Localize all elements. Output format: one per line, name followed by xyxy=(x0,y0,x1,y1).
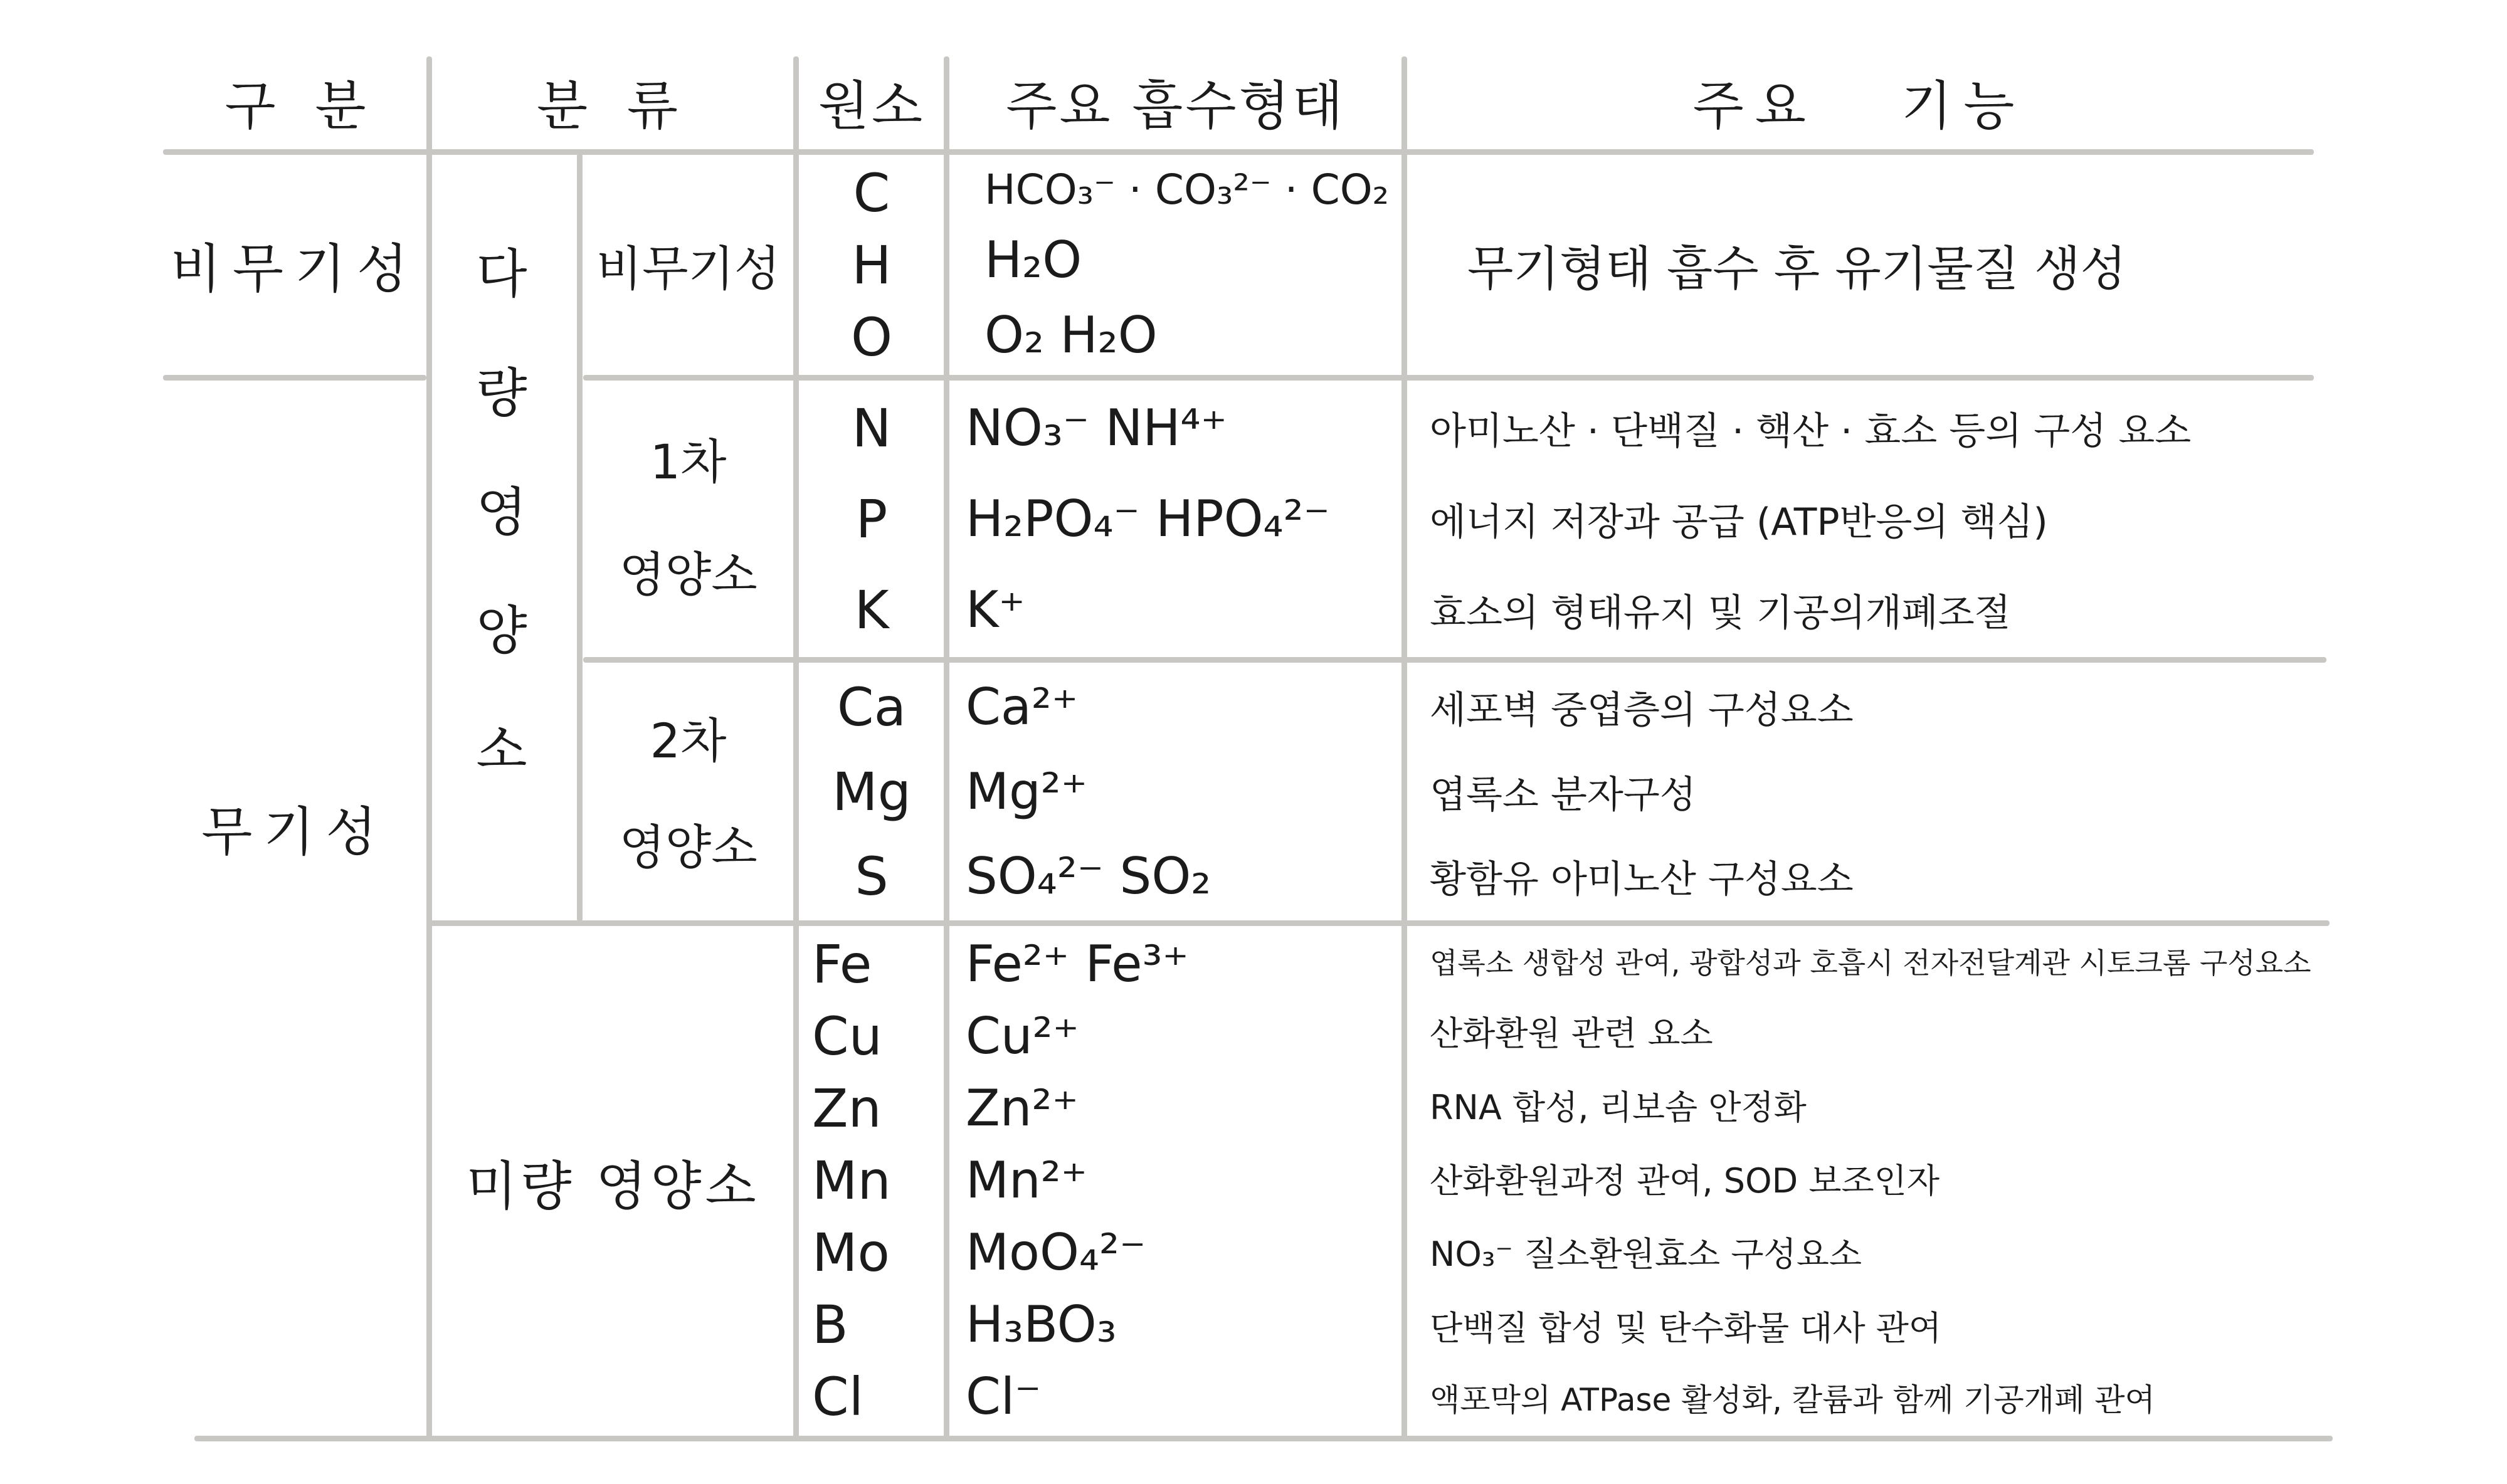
nonmineral-bottom-line-right xyxy=(583,375,2314,381)
non-mineral-elements xyxy=(800,157,944,373)
primary-bottom-line xyxy=(583,657,2326,663)
form-cell: Mn²⁺ xyxy=(966,1151,1088,1209)
group-secondary-line-2: 영양소 xyxy=(619,819,757,875)
group-primary-line-1: 1차 xyxy=(650,433,727,490)
col-line-1 xyxy=(426,56,432,1439)
micro-elements xyxy=(800,928,944,1433)
col-line-3 xyxy=(793,56,799,1439)
form-cell: H₂O xyxy=(984,230,1082,289)
form-cell: HCO₃⁻ · CO₃²⁻ · CO₂ xyxy=(984,165,1390,214)
macronutrient-char: 양 xyxy=(476,600,527,662)
form-cell: Zn²⁺ xyxy=(966,1079,1079,1137)
table-bottom-line xyxy=(194,1436,2333,1441)
form-cell: SO₄²⁻ SO₂ xyxy=(966,847,1211,905)
form-cell: K⁺ xyxy=(966,581,1025,639)
micro-functions xyxy=(1430,928,2320,1433)
secondary-elements xyxy=(800,665,944,918)
header-bottom-line xyxy=(163,149,2314,155)
function-cell: NO₃⁻ 질소환원효소 구성요소 xyxy=(1430,1234,1862,1275)
element-cell: C xyxy=(853,162,890,224)
function-cell: 에너지 저장과 공급 (ATP반응의 핵심) xyxy=(1430,500,2048,544)
function-cell: 산화환원과정 관여, SOD 보조인자 xyxy=(1430,1160,1940,1201)
macronutrient-char: 소 xyxy=(476,719,527,781)
element-cell: H xyxy=(852,234,892,296)
group-micronutrient: 미량 영양소 xyxy=(466,1155,760,1217)
element-cell: Mo xyxy=(812,1221,890,1283)
element-cell: Cl xyxy=(812,1366,863,1428)
form-cell: H₂PO₄⁻ HPO₄²⁻ xyxy=(966,490,1330,548)
primary-functions xyxy=(1430,382,2320,655)
col-line-4 xyxy=(944,56,949,1439)
function-cell: 단백질 합성 및 탄수화물 대사 관여 xyxy=(1430,1308,1942,1348)
group-secondary xyxy=(583,683,793,897)
element-cell: Cu xyxy=(812,1005,882,1067)
secondary-functions xyxy=(1430,665,2320,918)
element-cell: K xyxy=(854,579,889,641)
header-category: 구 분 xyxy=(224,75,377,137)
function-cell: 엽록소 생합성 관여, 광합성과 호흡시 전자전달계관 시토크롬 구성요소 xyxy=(1430,946,2311,981)
form-cell: Cl⁻ xyxy=(966,1367,1042,1426)
function-cell: 아미노산 · 단백질 · 핵산 · 효소 등의 구성 요소 xyxy=(1430,409,2192,453)
element-cell: Ca xyxy=(837,676,907,738)
primary-forms xyxy=(966,382,1398,655)
secondary-bottom-line xyxy=(430,920,2330,926)
header-element: 원소 xyxy=(818,75,926,137)
function-cell: 엽록소 분자구성 xyxy=(1430,772,1696,817)
primary-elements xyxy=(800,382,944,655)
macronutrient-char: 량 xyxy=(476,362,527,424)
form-cell: H₃BO₃ xyxy=(966,1295,1117,1354)
element-cell: S xyxy=(855,845,889,907)
macronutrient-char: 다 xyxy=(476,243,527,305)
category-non-mineral: 비무기성 xyxy=(170,238,420,300)
function-cell: 액포막의 ATPase 활성화, 칼륨과 함께 기공개폐 관여 xyxy=(1430,1381,2155,1418)
form-cell: Mg²⁺ xyxy=(966,762,1088,821)
element-cell: B xyxy=(812,1293,848,1355)
secondary-forms xyxy=(966,665,1398,918)
form-cell: Fe²⁺ Fe³⁺ xyxy=(966,935,1189,993)
non-mineral-function: 무기형태 흡수 후 유기물질 생성 xyxy=(1467,241,2127,297)
macronutrient-char: 영 xyxy=(476,481,527,543)
form-cell: NO₃⁻ NH⁴⁺ xyxy=(966,399,1227,457)
function-cell: RNA 합성, 리보솜 안정화 xyxy=(1430,1087,1807,1127)
group-secondary-line-1: 2차 xyxy=(650,712,727,769)
col-line-2 xyxy=(577,154,583,922)
function-cell: 세포벽 중엽층의 구성요소 xyxy=(1430,688,1854,732)
group-primary-line-2: 영양소 xyxy=(619,546,757,603)
element-cell: Zn xyxy=(812,1077,882,1139)
function-cell: 효소의 형태유지 및 기공의개폐조절 xyxy=(1430,591,2011,635)
element-cell: Mg xyxy=(832,760,911,823)
function-cell: 황함유 아미노산 구성요소 xyxy=(1430,857,1854,902)
form-cell: O₂ H₂O xyxy=(984,306,1158,365)
col-line-5 xyxy=(1401,56,1407,1439)
micro-forms xyxy=(966,928,1398,1433)
form-cell: Ca²⁺ xyxy=(966,678,1079,736)
non-mineral-forms xyxy=(984,157,1398,373)
form-cell: Cu²⁺ xyxy=(966,1007,1079,1065)
form-cell: MoO₄²⁻ xyxy=(966,1223,1146,1281)
macronutrient-label xyxy=(439,232,564,784)
element-cell: Fe xyxy=(812,933,872,995)
header-function: 주요 기능 xyxy=(1692,75,2026,137)
category-mineral: 무기성 xyxy=(201,801,388,863)
group-non-mineral: 비무기성 xyxy=(596,241,781,297)
function-cell: 산화환원 관련 요소 xyxy=(1430,1014,1713,1054)
group-primary xyxy=(583,401,793,627)
element-cell: O xyxy=(850,306,893,368)
element-cell: N xyxy=(852,397,892,459)
header-classification: 분 류 xyxy=(537,75,689,137)
header-absorption-form: 주요 흡수형태 xyxy=(1006,75,1346,137)
element-cell: Mn xyxy=(812,1149,891,1211)
nonmineral-bottom-line-left xyxy=(163,375,426,381)
element-cell: P xyxy=(855,488,888,550)
